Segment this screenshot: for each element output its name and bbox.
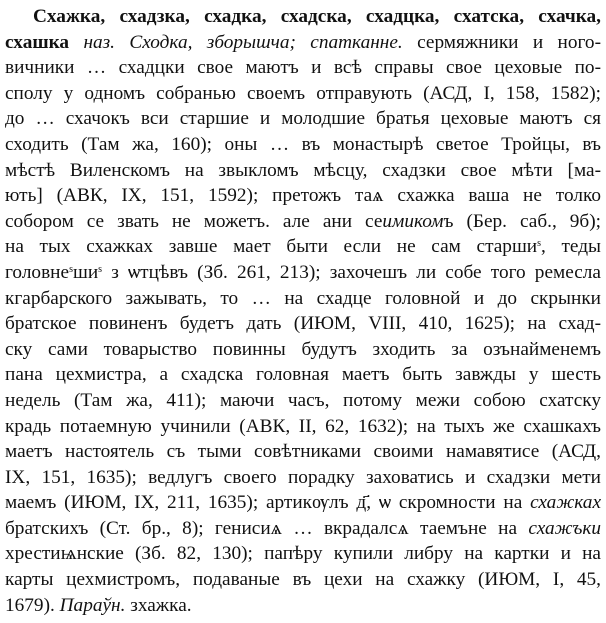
citation-text: быти если не сам — [270, 236, 461, 258]
entry-line: IX, 151, 1635); ведлугъ своего порадку заховатись и схадзки мети — [5, 466, 601, 488]
superscript-letter: s — [69, 263, 73, 275]
entry-line: крадь потаемную учинили (АВК, II, 62, 1632); на тыхъ же схашкахъ — [5, 415, 601, 437]
entry-line — [5, 30, 601, 56]
entry-line: вичники … схадцки свое маютъ и всѣ справы свое цеховые по- — [5, 57, 601, 79]
compare-label: Параўн. — [59, 594, 126, 616]
entry-line: маетъ настоятель съ тыми совѣтниками своими намавятисе (АСД, — [5, 441, 601, 463]
citation-text: маемъ (ИЮМ, IX, 211, 1635); артикѹлъ д҃, ѡ скромности на — [5, 492, 531, 514]
entry-line: хрестиѩнские (Зб. 82, 130); папѣру купили либру на картки и на — [5, 543, 601, 565]
entry-line: братское повиненъ будетъ дать (ИЮМ, VIII, 410, 1625); на схад- — [5, 313, 601, 335]
citation-text: 1679). — [5, 594, 60, 616]
citation-text: братскихъ (Ст. бр., 8); генисиѧ … вкрадалсѧ таемъне на — [5, 517, 529, 539]
definition: Сходка, зборышча; спатканне. — [129, 31, 403, 53]
citation-expansion: схажъки — [528, 517, 601, 539]
entry-line: мѣстѣ Виленскомъ на звыкломъ мѣсцу, схадзки свое мѣти [ма- — [5, 159, 601, 181]
part-of-speech: наз. — [83, 31, 115, 53]
citation-expansion: имиком — [382, 210, 444, 232]
citation-text: ъ (Бер. саб., 9б); — [443, 210, 601, 232]
citation-text: сермяжники и ного- — [402, 31, 601, 53]
superscript-letter: s — [537, 238, 542, 250]
entry-line: ску сами товарыство повинны будутъ зходить за озънайменемъ — [5, 338, 601, 360]
citation-text: на тых схажках — [5, 236, 154, 258]
entry-line — [5, 234, 601, 260]
entry-line — [5, 209, 601, 235]
entry-line: сполу у одномъ собранью своемъ отправують (АСД, I, 158, 1582); — [5, 82, 601, 104]
headword-variant: схашка — [5, 31, 70, 53]
entry-line — [5, 4, 601, 30]
citation-text: старши — [460, 236, 538, 258]
cross-reference: зхажка. — [125, 594, 192, 616]
citation-expansion: схажках — [530, 492, 601, 514]
citation-text: собором — [5, 210, 74, 232]
entry-line: сходить (Там жа, 160); оны … въ монастырѣ светое Тройцы, въ — [5, 133, 601, 155]
entry-line — [5, 260, 601, 286]
superscript-letter: s — [98, 263, 103, 275]
entry-line — [5, 516, 601, 542]
citation-text: се звать не можетъ. але ани се — [73, 210, 383, 232]
entry-line: карты цехмистромъ, подаваные въ цехи на схажку (ИЮМ, I, 45, — [5, 569, 601, 591]
headword: Схажка, схадзка, схадка, схадска, схадцка, схатска, схачка, — [33, 6, 601, 27]
citation-text: головне — [5, 261, 70, 283]
citation-text: ши — [72, 261, 99, 283]
entry-line: недель (Там жа, 411); маючи часъ, потому межи собою схатску — [5, 389, 601, 411]
entry-line: ють] (АВК, IX, 151, 1592); претожъ таѧ схажка ваша не толко — [5, 185, 601, 207]
entry-line: до … схачокъ вси старшие и молодшие братья цеховые маютъ ся — [5, 108, 601, 130]
entry-line: кгарбарского зажывать, то … на схадце головной и до скрынки — [5, 287, 601, 309]
entry-line — [5, 593, 601, 619]
citation-text: з ѡтцѣвъ (Зб. 261, 213); захочешъ ли собе того ремесла — [102, 261, 601, 283]
citation-text: завше мает — [153, 236, 271, 258]
entry-line: пана цехмистра, а схадска головная маетъ быть завжды у шесть — [5, 364, 601, 386]
entry-line — [5, 490, 601, 516]
citation-text: , теды — [541, 236, 601, 258]
